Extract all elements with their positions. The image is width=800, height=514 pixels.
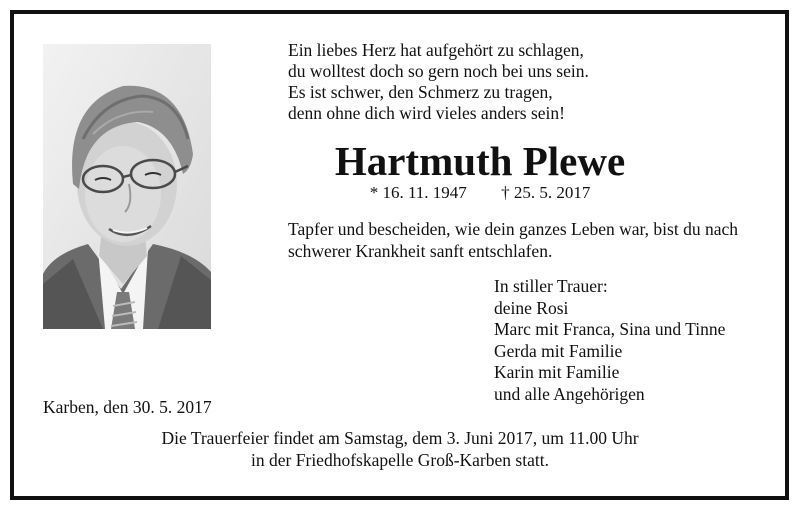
place-and-date: Karben, den 30. 5. 2017 — [43, 397, 212, 417]
ceremony-line: in der Friedhofskapelle Groß-Karben statt. — [251, 449, 549, 470]
poem-verse — [288, 40, 589, 124]
birth-date: * 16. 11. 1947 — [369, 183, 467, 202]
mourner-entry: Gerda mit Familie — [494, 340, 623, 361]
mourner-entry: Karin mit Familie — [494, 362, 620, 383]
mourner-entry: deine Rosi — [494, 297, 569, 318]
tribute-line: schwerer Krankheit sanft entschlafen. — [288, 241, 553, 261]
mourner-entry: Marc mit Franca, Sina und Tinne — [494, 319, 726, 340]
mourners-list — [494, 276, 725, 406]
poem-line: Ein liebes Herz hat aufgehört zu schlagen, — [288, 40, 584, 60]
funeral-ceremony-info — [0, 428, 800, 471]
tribute-text — [288, 218, 738, 262]
death-date: † 25. 5. 2017 — [501, 183, 591, 202]
tribute-line: Tapfer und bescheiden, wie dein ganzes Leben war, bist du nach — [288, 219, 738, 239]
poem-line: Es ist schwer, den Schmerz zu tragen, — [288, 82, 553, 102]
poem-line: du wolltest doch so gern noch bei uns sein. — [288, 61, 589, 81]
poem-line: denn ohne dich wird vieles anders sein! — [288, 103, 566, 123]
life-dates — [260, 183, 700, 203]
ceremony-line: Die Trauerfeier findet am Samstag, dem 3. Juni 2017, um 11.00 Uhr — [161, 428, 639, 448]
mourner-entry: und alle Angehörigen — [494, 383, 645, 404]
mourners-heading: In stiller Trauer: — [494, 276, 608, 296]
deceased-name: Hartmuth Plewe — [334, 138, 626, 184]
portrait-photo-icon — [43, 44, 211, 329]
